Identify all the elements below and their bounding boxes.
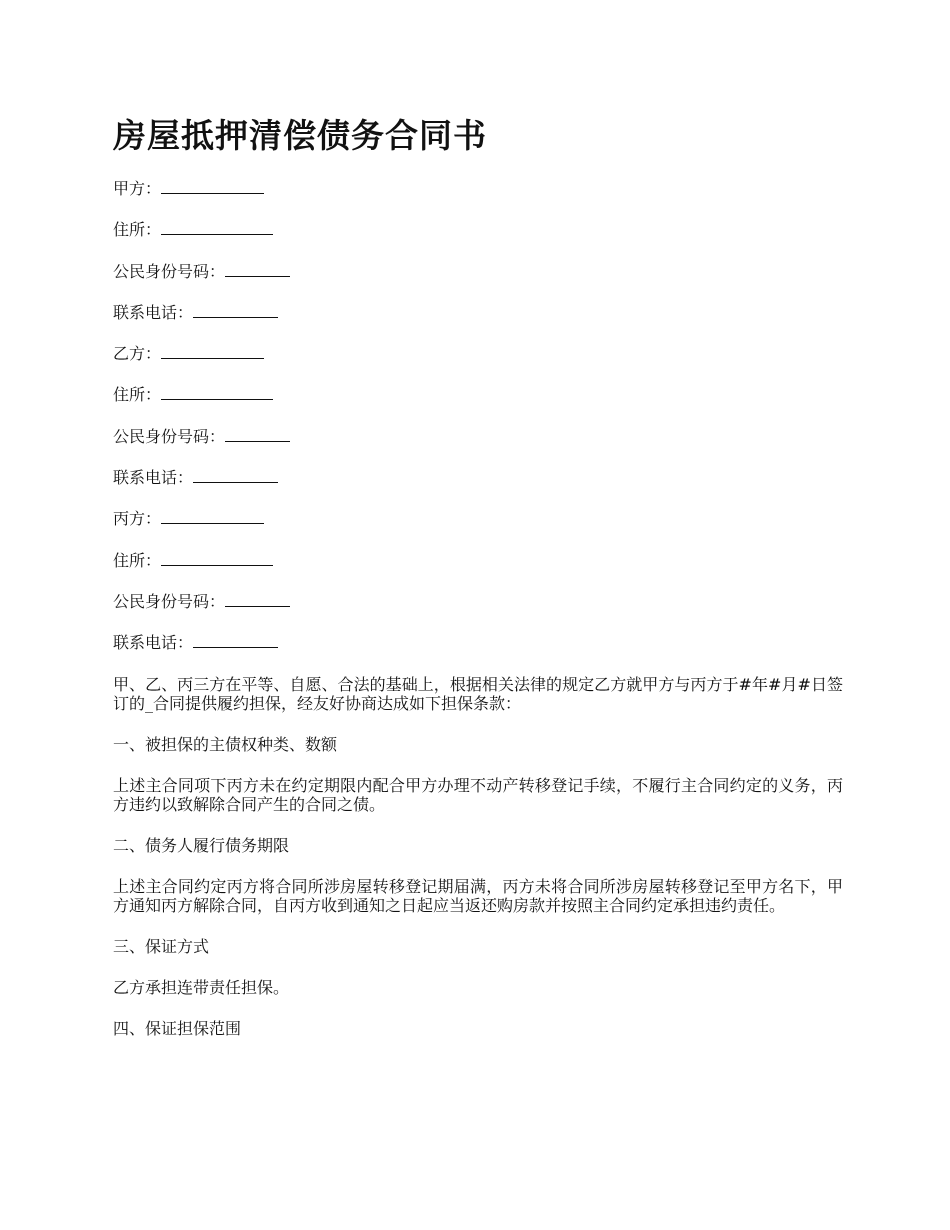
field-label: 住所： (113, 550, 162, 570)
section-body: 乙方承担连带责任担保。 (113, 977, 290, 997)
blank-line (193, 633, 278, 648)
section-heading: 一、被担保的主债权种类、数额 (113, 734, 338, 754)
section-heading: 四、保证担保范围 (113, 1018, 242, 1038)
party-a-name-field (113, 179, 843, 199)
contract-document (113, 110, 843, 1060)
party-a-phone-field (113, 303, 843, 323)
blank-line (193, 468, 278, 483)
field-label: 丙方： (113, 509, 162, 529)
party-fields (113, 179, 843, 653)
section-body: 上述主合同约定丙方将合同所涉房屋转移登记期届满，丙方未将合同所涉房屋转移登记至甲方名下，甲方通知丙方解除合同，自丙方收到通知之日起应当返还购房款并按照主合同约定承担违约责任。 (113, 876, 843, 915)
party-b-name-field (113, 344, 843, 364)
section-heading: 三、保证方式 (113, 936, 210, 956)
blank-line (161, 344, 264, 359)
document-title: 房屋抵押清偿债务合同书 (113, 116, 487, 155)
field-label: 公民身份号码： (113, 591, 226, 611)
blank-line (161, 385, 273, 400)
field-label: 公民身份号码： (113, 261, 226, 281)
field-label: 甲方： (113, 179, 162, 198)
party-c-name-field (113, 509, 843, 529)
field-label: 联系电话： (113, 468, 194, 488)
field-label: 联系电话： (113, 302, 194, 322)
party-b-phone-field (113, 468, 843, 488)
field-label: 乙方： (113, 344, 162, 364)
field-label: 联系电话： (113, 633, 194, 653)
party-c-phone-field (113, 633, 843, 653)
blank-line (193, 303, 278, 318)
intro-paragraph: 甲、乙、丙三方在平等、自愿、合法的基础上，根据相关法律的规定乙方就甲方与丙方于#年#月#日签订的_合同提供履约担保，经友好协商达成如下担保条款： (113, 674, 843, 713)
party-c-id-field (113, 592, 843, 612)
blank-line (225, 262, 290, 277)
section-body: 上述主合同项下丙方未在约定期限内配合甲方办理不动产转移登记手续，不履行主合同约定的义务，丙方违约以致解除合同产生的合同之债。 (113, 775, 843, 814)
field-label: 住所： (113, 385, 162, 405)
party-b-address-field (113, 385, 843, 405)
field-label: 公民身份号码： (113, 426, 226, 446)
blank-line (161, 220, 273, 235)
party-c-address-field (113, 551, 843, 571)
field-label: 住所： (113, 220, 162, 240)
blank-line (161, 179, 264, 194)
party-a-address-field (113, 220, 843, 240)
blank-line (161, 509, 264, 524)
blank-line (225, 592, 290, 607)
blank-line (161, 551, 273, 566)
party-b-id-field (113, 427, 843, 447)
party-a-id-field (113, 262, 843, 282)
blank-line (225, 427, 290, 442)
section-heading: 二、债务人履行债务期限 (113, 835, 290, 855)
